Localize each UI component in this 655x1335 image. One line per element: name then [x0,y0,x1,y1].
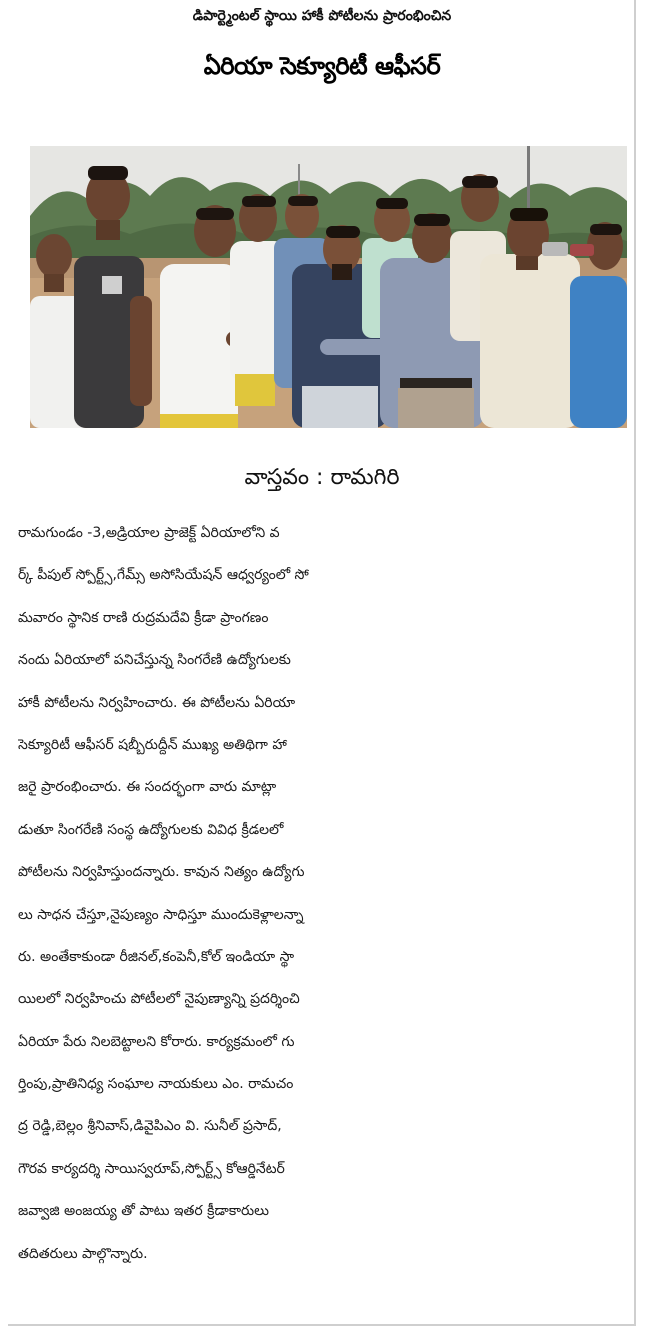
article-dateline: వాస్తవం : రామగిరి [244,465,400,490]
article-body-line: ర్తింపు,ప్రాతినిధ్య సంఘాల నాయకులు ఎం. రామచం [18,1076,294,1093]
article-body-line: సెక్యూరిటీ ఆఫీసర్ షబ్బీరుద్దీన్ ముఖ్య అతిథిగా హా [18,736,287,753]
article-body-line: యిలలో నిర్వహించు పోటీలలో నైపుణ్యాన్ని ప్రదర్శించి [18,991,300,1008]
article-body-line: జవ్వాజి అంజయ్య తో పాటు ఇతర క్రీడాకారులు [18,1203,269,1220]
article-body-line: ఏరియా పేరు నిలబెట్టాలని కోరారు. కార్యక్రమంలో గు [18,1033,295,1050]
article-body-line: రు. అంతేకాకుండా రీజినల్,కంపెనీ,కోల్ ఇండియా స్థా [18,948,295,965]
article-body-line: లు సాధన చేస్తూ,నైపుణ్యం సాధిస్తూ ముందుకెళ్లాలన్నా [18,906,304,923]
article-body-line: డుతూ సింగరేణి సంస్థ ఉద్యోగులకు వివిధ క్రీడలలో [18,821,284,838]
article-body-line: నందు ఏరియాలో పనిచేస్తున్న సింగరేణి ఉద్యోగులకు [18,652,291,669]
article-headline: ఏరియా సెక్యూరిటీ ఆఫీసర్ [203,52,441,80]
article-body-line: గౌరవ కార్యదర్శి సాయిస్వరూప్,స్పోర్ట్స్ కోఆర్డినేటర్ [18,1160,285,1177]
article-kicker: డిపార్ట్మెంటల్ స్థాయి హాకీ పోటీలను ప్రారంభించిన [192,8,452,24]
article-body-line: పోటీలను నిర్వహిస్తుందన్నారు. కావున నిత్యం ఉద్యోగు [18,864,305,881]
article-body-line: ద్ర రెడ్డి,బెల్లం శ్రీనివాస్,డివైపిఎం వి. సునీల్ ప్రసాద్, [18,1118,282,1135]
article-body-line: జరై ప్రారంభించారు. ఈ సందర్భంగా వారు మాట్లా [18,779,277,796]
article-body-line: మవారం స్థానిక రాణి రుద్రమదేవి క్రీడా ప్రాంగణం [18,609,269,626]
article-body-line: హాకీ పోటీలను నిర్వహించారు. ఈ పోటీలను ఏరియా [18,694,296,711]
article-body-line: ర్క్ పీపుల్ స్పోర్ట్స్,గేమ్స్ అసోసియేషన్ ఆధ్వర్యంలో సో [18,567,309,584]
article-photo [30,146,627,428]
article-body [18,512,628,1275]
article-body-line: రామగుండం -3,అడ్రియాల ప్రాజెక్ట్ ఏరియాలోని వ [18,525,280,541]
news-clipping [8,0,636,1326]
article-body-line: తదితరులు పాల్గొన్నారు. [18,1245,148,1262]
